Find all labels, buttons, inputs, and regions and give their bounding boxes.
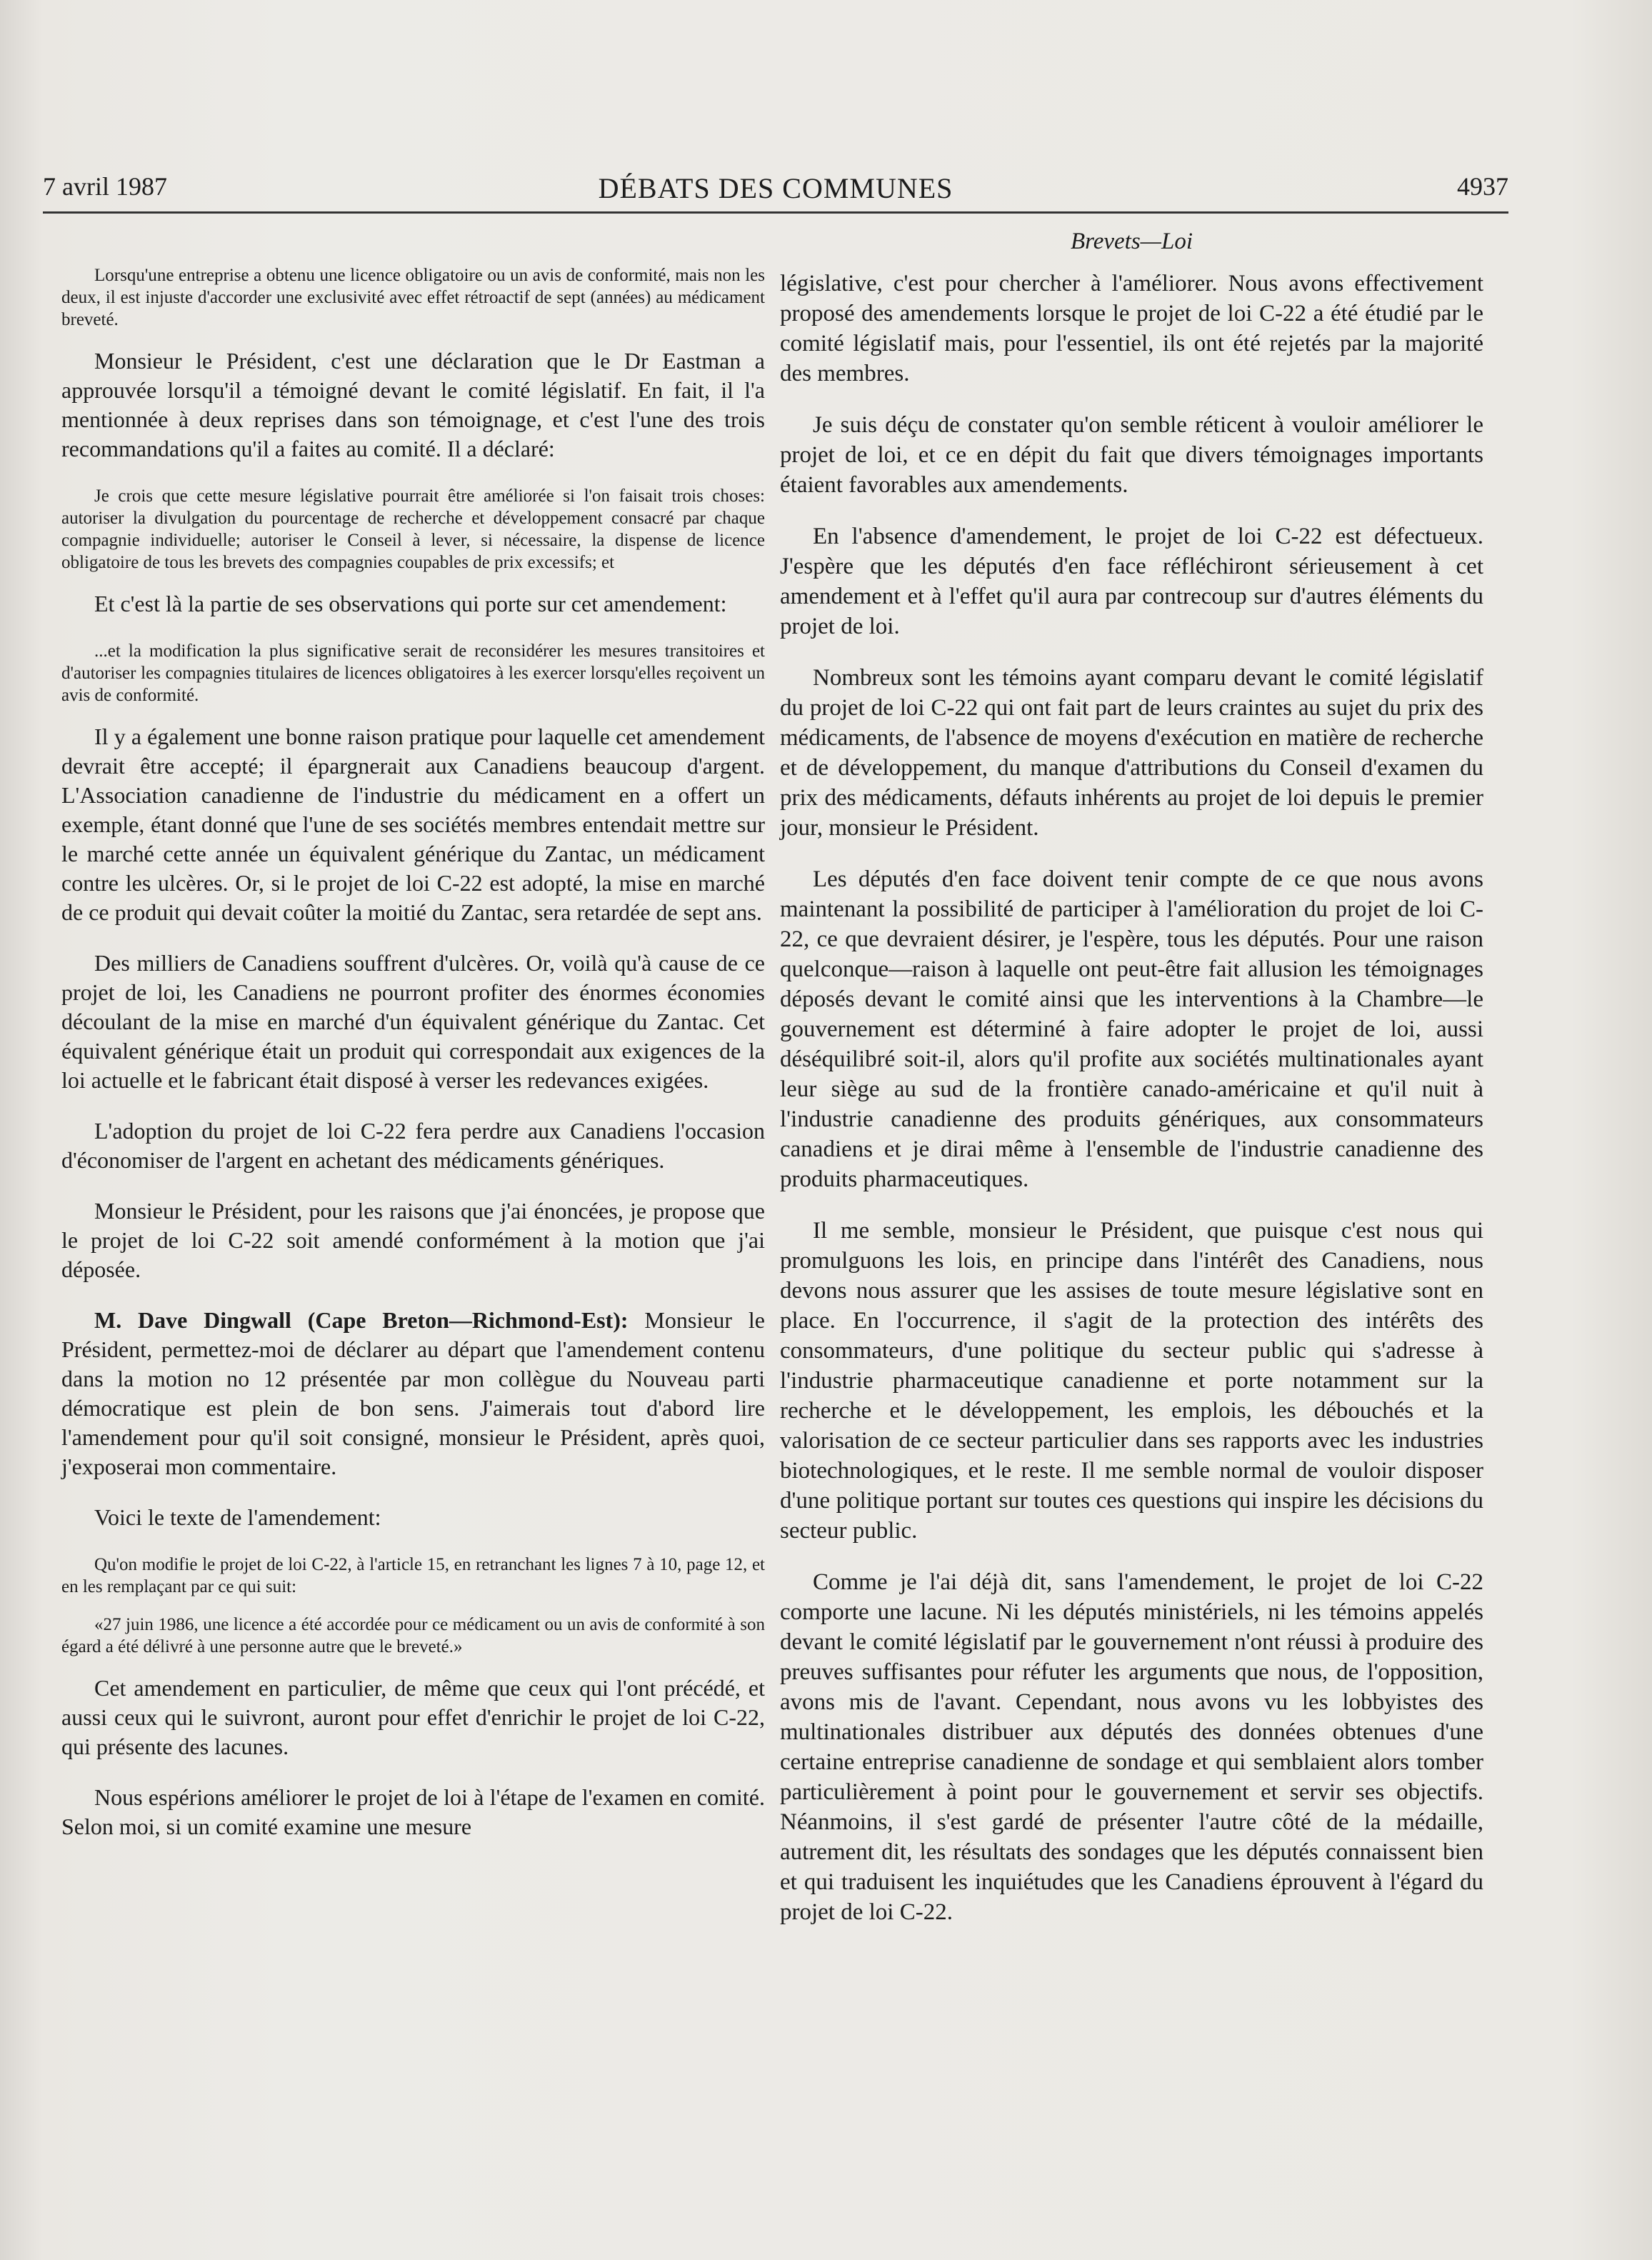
left-quote: «27 juin 1986, une licence a été accordée pour ce médicament ou un avis de conformité à son égard a été délivré à une personne autre que le breveté.» xyxy=(61,1615,765,1656)
speaker-name: M. Dave Dingwall (Cape Breton—Richmond-Est): xyxy=(94,1307,629,1333)
header-title: DÉBATS DES COMMUNES xyxy=(598,172,953,204)
right-paragraph: En l'absence d'amendement, le projet de loi C-22 est défectueux. J'espère que les députés d'en face réfléchiront sérieusement à cet amendement et à l'effet qu'il aura par contrecoup sur d'autres éléments du projet de loi. xyxy=(780,524,1483,639)
left-paragraph: Nous espérions améliorer le projet de loi à l'étape de l'examen en comité. Selon moi, si un comité examine une mesure xyxy=(61,1784,765,1839)
speaker-text: Monsieur le Président, permettez-moi de déclarer au départ que l'amendement contenu dans la motion no 12 présentée par mon collègue du Nouveau parti démocratique est plein de bon sens. J'aimerais tout d'abord lire l'amendement pour qu'il soit consigné, monsieur le Président, après quoi, j'exposerai mon commentaire. xyxy=(61,1307,766,1479)
left-paragraph: Voici le texte de l'amendement: xyxy=(94,1504,381,1530)
left-paragraph: Monsieur le Président, pour les raisons que j'ai énoncées, je propose que le projet de loi C-22 soit amendé conformément à la motion que j'ai déposée. xyxy=(61,1198,765,1282)
right-paragraph: Les députés d'en face doivent tenir compte de ce que nous avons maintenant la possibilité de participer à l'amélioration du projet de loi C-22, ce que devraient désirer, je l'espère, tous les députés. Pour une raison quelconque—raison à laquelle ont peut-être fait allusion les témoignages déposés devant le comité ainsi que les interventions à la Chambre—le gouvernement est déterminé à faire adopter le projet de loi, aussi déséquilibré soit-il, alors qu'il profite aux sociétés multinationales ayant leur siège au sud de la frontière canado-américaine et qu'il nuit à l'industrie canadienne des produits génériques, aux consommateurs canadiens et je dirai même à l'ensemble de l'industrie canadienne des produits pharmaceutiques. xyxy=(780,866,1483,1192)
right-paragraph: Je suis déçu de constater qu'on semble réticent à vouloir améliorer le projet de loi, et ce en dépit du fait que divers témoignages importants étaient favorables aux amendements. xyxy=(780,412,1483,498)
page-header xyxy=(43,171,1508,214)
right-column xyxy=(780,229,1483,1949)
right-paragraph: législative, c'est pour chercher à l'améliorer. Nous avons effectivement proposé des amendements lorsque le projet de loi C-22 a été étudié par le comité législatif mais, pour l'essentiel, ils ont été rejetés par la majorité des membres. xyxy=(780,271,1483,386)
left-quote: ...et la modification la plus significative serait de reconsidérer les mesures transitoires et d'autoriser les compagnies titulaires de licences obligatoires à les exercer lorsqu'elles reçoivent un avis de conformité. xyxy=(61,641,765,705)
right-paragraph: Il me semble, monsieur le Président, que puisque c'est nous qui promulguons les lois, en principe dans l'intérêt des Canadiens, nous devons nous assurer que les assises de toute mesure législative sont en place. En l'occurrence, il s'agit de la protection des intérêts des consommateurs, d'une politique du secteur public qui s'adresse à l'industrie pharmaceutique canadienne et porte notamment sur la recherche et le développement, les emplois, les débouchés et la valorisation de ce secteur particulier dans ses rapports avec les industries biotechnologiques, et le reste. Il me semble normal de vouloir disposer d'une politique portant sur toutes ces questions qui inspire les décisions du secteur public. xyxy=(780,1218,1483,1544)
right-paragraph: Comme je l'ai déjà dit, sans l'amendement, le projet de loi C-22 comporte une lacune. Ni les députés ministériels, ni les témoins appelés devant le comité législatif par le gouvernement n'ont réussi à produire des preuves suffisantes pour réfuter les arguments que nous, de l'opposition, avons mis de l'avant. Cependant, nous avons vu les lobbyistes des multinationales distribuer aux députés des données obtenues d'une certaine entreprise canadienne de sondage et qui semblaient alors tomber particulièrement à point pour le gouvernement et servir ses objectifs. Néanmoins, il s'est gardé de présenter l'autre côté de la médaille, autrement dit, les résultats des sondages que les députés connaissent bien et qui traduisent les inquiétudes que les Canadiens éprouvent à l'égard du projet de loi C-22. xyxy=(780,1569,1483,1925)
left-paragraph: L'adoption du projet de loi C-22 fera perdre aux Canadiens l'occasion d'économiser de l'argent en achetant des médicaments génériques. xyxy=(61,1118,765,1173)
left-paragraph: Des milliers de Canadiens souffrent d'ulcères. Or, voilà qu'à cause de ce projet de loi, les Canadiens ne pourront profiter des énormes économies découlant de la mise en marché d'un équivalent générique du Zantac. Cet équivalent générique était un produit qui correspondait aux exigences de la loi actuelle et le fabricant était disposé à verser les redevances exigées. xyxy=(61,950,765,1093)
left-paragraph: Et c'est là la partie de ses observations qui porte sur cet amendement: xyxy=(94,591,727,616)
right-paragraph: Nombreux sont les témoins ayant comparu devant le comité législatif du projet de loi C-22 qui ont fait part de leurs craintes au sujet du prix des médicaments, de l'absence de moyens d'exécution en matière de recherche et de développement, du manque d'attributions du Conseil d'examen du prix des médicaments, défauts inhérents au projet de loi depuis le premier jour, monsieur le Président. xyxy=(780,665,1483,841)
left-paragraph: Monsieur le Président, c'est une déclaration que le Dr Eastman a approuvée lorsqu'il a témoigné devant le comité législatif. En fait, il l'a mentionnée à deux reprises dans son témoignage, et c'est l'une des trois recommandations qu'il a faites au comité. Il a déclaré: xyxy=(61,348,765,461)
left-quote: Je crois que cette mesure législative pourrait être améliorée si l'on faisait trois choses: autoriser la divulgation du pourcentage de recherche et développement consacré par chaque compagnie individuelle; autoriser le Conseil à lever, si nécessaire, la dispense de licence obligatoire de tous les brevets des compagnies coupables de prix excessifs; et xyxy=(61,486,765,572)
running-head: Brevets—Loi xyxy=(1070,229,1193,254)
header-rule xyxy=(43,211,1508,214)
header-date: 7 avril 1987 xyxy=(43,172,167,201)
left-paragraph: Il y a également une bonne raison pratique pour laquelle cet amendement devrait être accepté; il épargnerait aux Canadiens beaucoup d'argent. L'Association canadienne de l'industrie du médicament en a offert un exemple, étant donné que l'une de ses sociétés membres entendait mettre sur le marché cette année un équivalent générique du Zantac, un médicament contre les ulcères. Or, si le projet de loi C-22 est adopté, la mise en marché de ce produit qui devait coûter la moitié du Zantac, sera retardée de sept ans. xyxy=(61,724,765,925)
speaker-paragraph xyxy=(61,1306,765,1481)
left-quote: Qu'on modifie le projet de loi C-22, à l'article 15, en retranchant les lignes 7 à 10, page 12, et en les remplaçant par ce qui suit: xyxy=(61,1555,765,1596)
left-paragraph-quote: Lorsqu'une entreprise a obtenu une licence obligatoire ou un avis de conformité, mais non les deux, il est injuste d'accorder une exclusivité avec effet rétroactif de sept (années) au médicament breveté. xyxy=(61,266,765,329)
left-column xyxy=(61,229,765,1863)
left-paragraph: Cet amendement en particulier, de même que ceux qui l'ont précédé, et aussi ceux qui le suivront, auront pour effet d'enrichir le projet de loi C-22, qui présente des lacunes. xyxy=(61,1675,765,1759)
page-number: 4937 xyxy=(1457,172,1508,201)
